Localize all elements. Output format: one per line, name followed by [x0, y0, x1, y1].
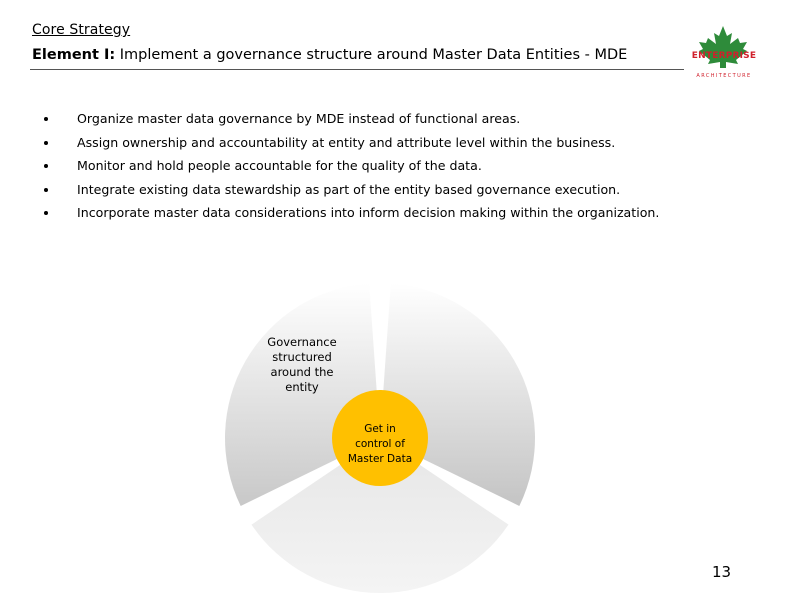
center-label — [320, 422, 440, 467]
cycle-diagram — [220, 270, 550, 604]
bullet-item — [44, 157, 659, 181]
segment-label-governance — [254, 335, 350, 395]
center-label-line: control of — [355, 438, 405, 450]
bullet-item — [44, 204, 659, 228]
logo-subtitle: ARCHITECTURE — [696, 73, 752, 79]
bullet-item — [44, 181, 659, 205]
bullet-text: Incorporate master data considerations into inform decision making within the organization. — [77, 205, 660, 220]
bullet-dot — [44, 141, 48, 145]
element-title-text: Implement a governance structure around Master Data Entities - MDE — [119, 47, 628, 63]
segment-label-line: Governance — [267, 335, 337, 349]
bullet-list — [44, 110, 659, 228]
slide-header — [0, 0, 792, 78]
center-label-line: Master Data — [347, 453, 413, 465]
segment-label-line: entity — [285, 380, 319, 394]
bullet-text: Monitor and hold people accountable for the quality of the data. — [77, 158, 482, 173]
page-number: 13 — [712, 563, 732, 581]
element-prefix: Element I: — [32, 47, 116, 63]
section-title: Core Strategy — [32, 22, 131, 38]
logo-wordmark: ENTERPRISE — [691, 51, 757, 61]
center-label-line: Get in — [364, 423, 396, 435]
segment-label-line: structured — [272, 350, 332, 364]
bullet-text: Organize master data governance by MDE instead of functional areas. — [77, 111, 521, 126]
bullet-dot — [44, 211, 48, 215]
bullet-text: Integrate existing data stewardship as part of the entity based governance execution. — [77, 181, 621, 197]
bullet-text: Assign ownership and accountability at entity and attribute level within the business. — [77, 134, 616, 150]
bullet-item — [44, 110, 659, 134]
bullet-dot — [44, 188, 48, 192]
slide-title — [32, 47, 627, 63]
bullet-item — [44, 134, 659, 158]
header-divider — [30, 69, 684, 70]
bullet-dot — [44, 164, 48, 168]
bullet-dot — [44, 117, 48, 121]
segment-label-line: around the — [270, 365, 334, 379]
